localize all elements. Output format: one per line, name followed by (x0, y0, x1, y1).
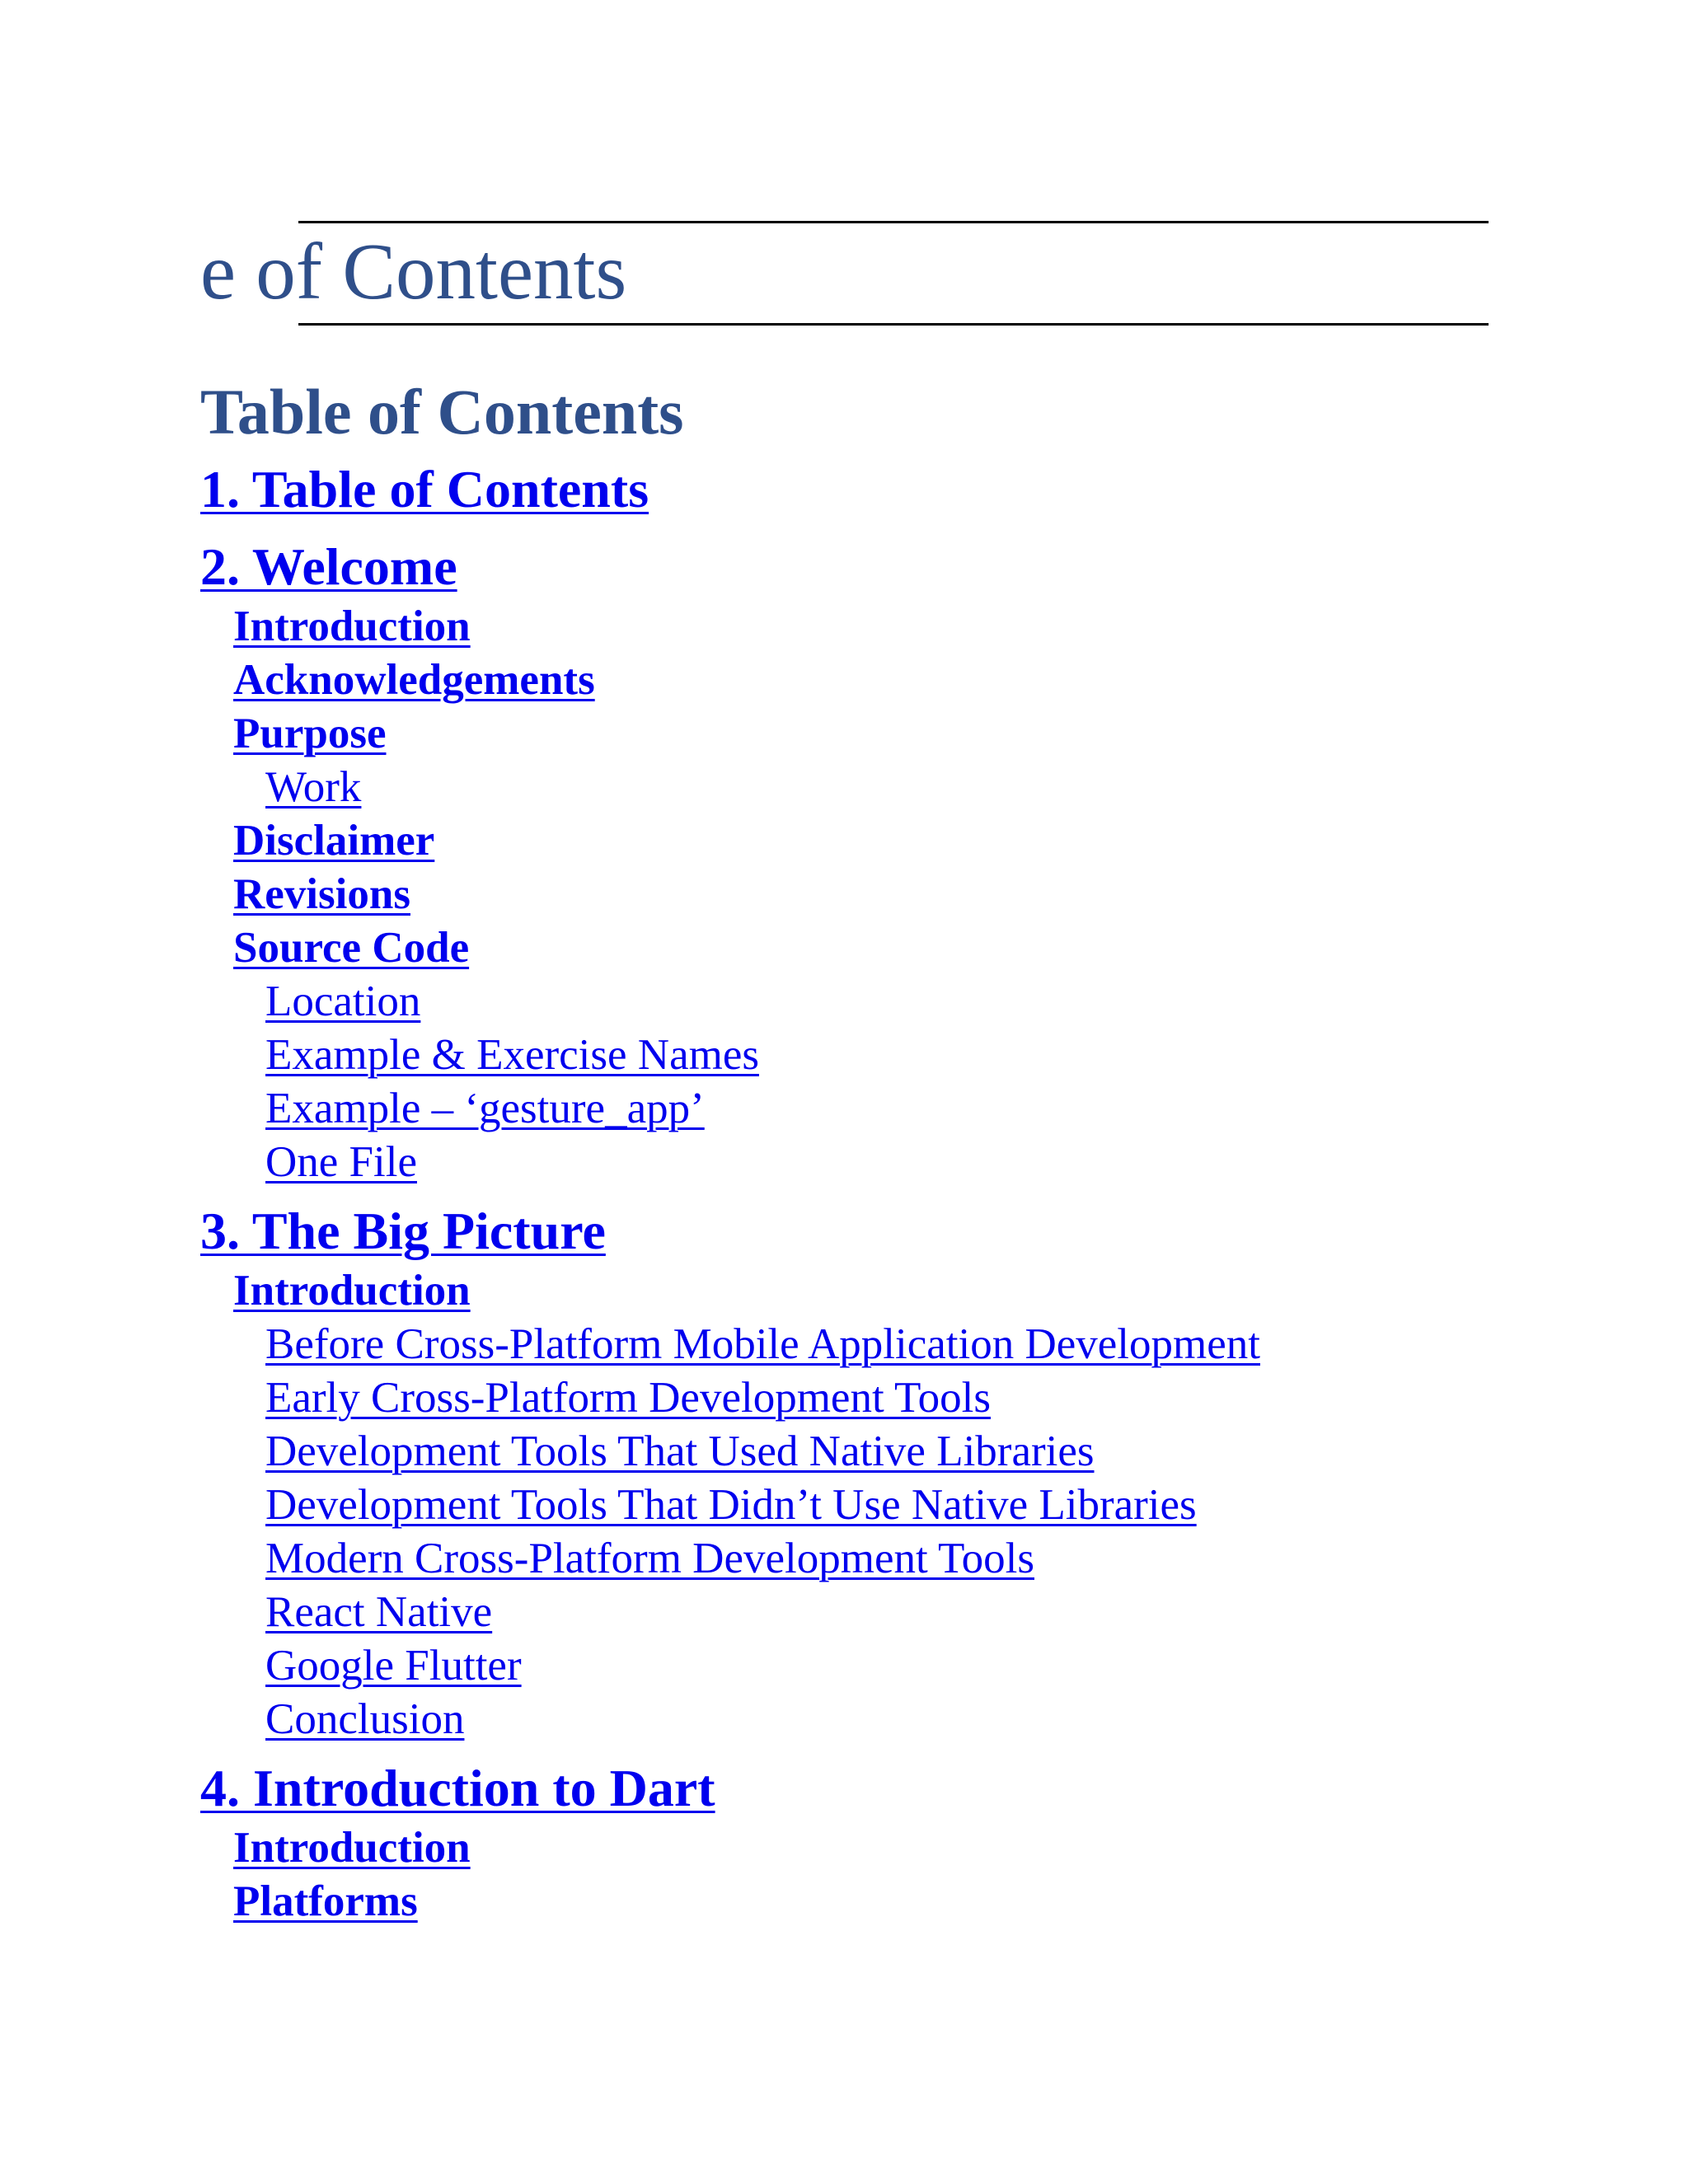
running-header: e of Contents (200, 227, 627, 316)
toc-entry-welcome-introduction[interactable]: Introduction (233, 602, 471, 650)
toc-entry-introduction-to-dart[interactable]: 4. Introduction to Dart (200, 1759, 715, 1817)
toc-entry-conclusion[interactable]: Conclusion (265, 1695, 465, 1743)
toc-entry-tools-native-libraries[interactable]: Development Tools That Used Native Libraries (265, 1427, 1095, 1475)
toc-entry-example-gesture-app[interactable]: Example – ‘gesture_app’ (265, 1085, 705, 1132)
toc-entry-dart-introduction[interactable]: Introduction (233, 1824, 471, 1872)
toc-entry-revisions[interactable]: Revisions (233, 870, 410, 918)
toc-entry-welcome[interactable]: 2. Welcome (200, 537, 457, 596)
toc-entry-acknowledgements[interactable]: Acknowledgements (233, 656, 595, 704)
toc-entry-the-big-picture[interactable]: 3. The Big Picture (200, 1202, 606, 1260)
toc-entry-work[interactable]: Work (265, 763, 362, 811)
toc-entry-before-cross-platform[interactable]: Before Cross-Platform Mobile Application Development (265, 1320, 1260, 1368)
toc-entry-react-native[interactable]: React Native (265, 1588, 493, 1636)
toc-title: Table of Contents (200, 376, 684, 448)
toc-entry-tools-no-native-libraries[interactable]: Development Tools That Didn’t Use Native Libraries (265, 1481, 1197, 1529)
toc-entry-early-cross-platform-tools[interactable]: Early Cross-Platform Development Tools (265, 1374, 991, 1422)
toc-entry-one-file[interactable]: One File (265, 1138, 417, 1186)
toc-entry-location[interactable]: Location (265, 977, 421, 1025)
toc-entry-table-of-contents[interactable]: 1. Table of Contents (200, 460, 649, 518)
toc-entry-modern-cross-platform-tools[interactable]: Modern Cross-Platform Development Tools (265, 1535, 1035, 1582)
toc-entry-platforms[interactable]: Platforms (233, 1877, 418, 1925)
toc-entry-purpose[interactable]: Purpose (233, 710, 387, 757)
toc-entry-source-code[interactable]: Source Code (233, 924, 470, 972)
toc-entry-disclaimer[interactable]: Disclaimer (233, 817, 435, 865)
toc-entry-big-picture-introduction[interactable]: Introduction (233, 1267, 471, 1315)
toc-entry-google-flutter[interactable]: Google Flutter (265, 1642, 522, 1690)
toc-entry-example-exercise-names[interactable]: Example & Exercise Names (265, 1031, 759, 1079)
